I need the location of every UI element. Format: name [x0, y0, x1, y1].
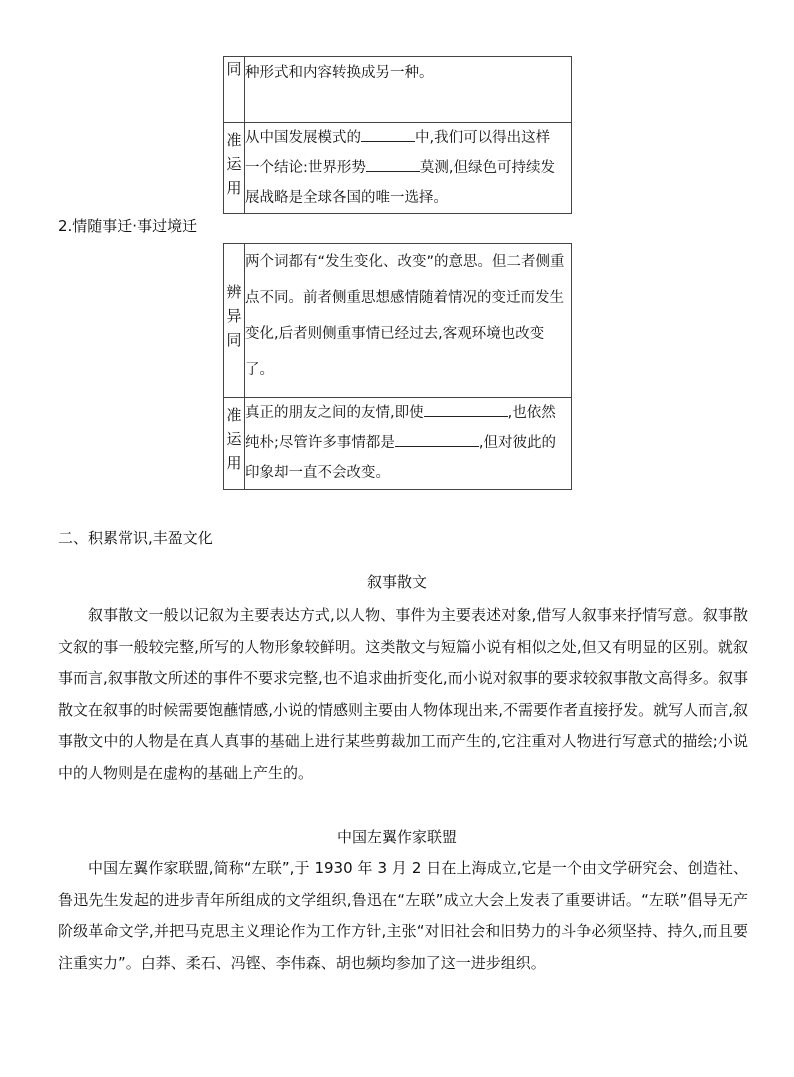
table1-usage-text: 从中国发展模式的 中,我们可以得出这样 一个结论:世界形势 莫测,但绿色可持续发 展战略是全球各国的唯一选择。 — [245, 123, 572, 214]
usage-table-1 — [223, 56, 572, 214]
fill-blank[interactable] — [424, 402, 508, 417]
article-title-left-league: 中国左翼作家联盟 — [336, 828, 457, 846]
fill-blank[interactable] — [395, 432, 479, 447]
table1-label-usage: 准 运 用 — [224, 123, 245, 214]
table2-label-distinguish: 辨 异 同 — [224, 244, 245, 398]
table2-usage-text: 真正的朋友之间的友情,即使 ,也依然 纯朴;尽管许多事情都是 ,但对彼此的 印象却一直不会改变。 — [245, 398, 572, 490]
subheading-idiom-2: 2.情随事迁·事过境迁 — [58, 217, 198, 235]
article-body-narrative-prose: 叙事散文一般以记叙为主要表达方式,以人物、事件为主要表述对象,借写人叙事来抒情写意。叙事散文叙的事一般较完整,所写的人物形象较鲜明。这类散文与短篇小说有相似之处,但又有明显的区别。就叙事而言,叙事散文所述的事件不要求完整,也不追求曲折变化,而小说对叙事的要求较叙事散文高得多。叙事散文在叙事的时候需要饱蘸情感,小说的情感则主要由人物体现出来,不需要作者直接抒发。就写人而言,叙事散文中的人物是在真人真事的基础上进行某些剪裁加工而产生的,它注重对人物进行写意式的描绘;小说中的人物则是在虚构的基础上产生的。 — [58, 606, 748, 782]
article-title-narrative-prose: 叙事散文 — [366, 573, 427, 591]
table2-label-usage: 准 运 用 — [224, 398, 245, 490]
section-title: 二、积累常识,丰盈文化 — [58, 529, 213, 547]
article-body-left-league: 中国左翼作家联盟,简称“左联”,于 1930 年 3 月 2 日在上海成立,它是一个由文学研究会、创造社、鲁迅先生发起的进步青年所组成的文学组织,鲁迅在“左联”成立大会上发表了重要讲话。“左联”倡导无产阶级革命文学,并把马克思主义理论作为工作方针,主张“对旧社会和旧势力的斗争必须坚持、持久,而且要注重实力”。白莽、柔石、冯铿、李伟森、胡也频均参加了这一进步组织。 — [58, 859, 748, 972]
table1-definition-text: 种形式和内容转换成另一种。 — [245, 57, 572, 123]
usage-table-2 — [223, 243, 572, 490]
fill-blank[interactable] — [366, 157, 420, 172]
table1-label-same: 同 — [224, 57, 245, 123]
fill-blank[interactable] — [361, 127, 415, 142]
table2-distinguish-text: 两个词都有“发生变化、改变”的意思。但二者侧重 点不同。前者侧重思想感情随着情况的变迁而发生 变化,后者则侧重事情已经过去,客观环境也改变 了。 — [245, 244, 572, 398]
